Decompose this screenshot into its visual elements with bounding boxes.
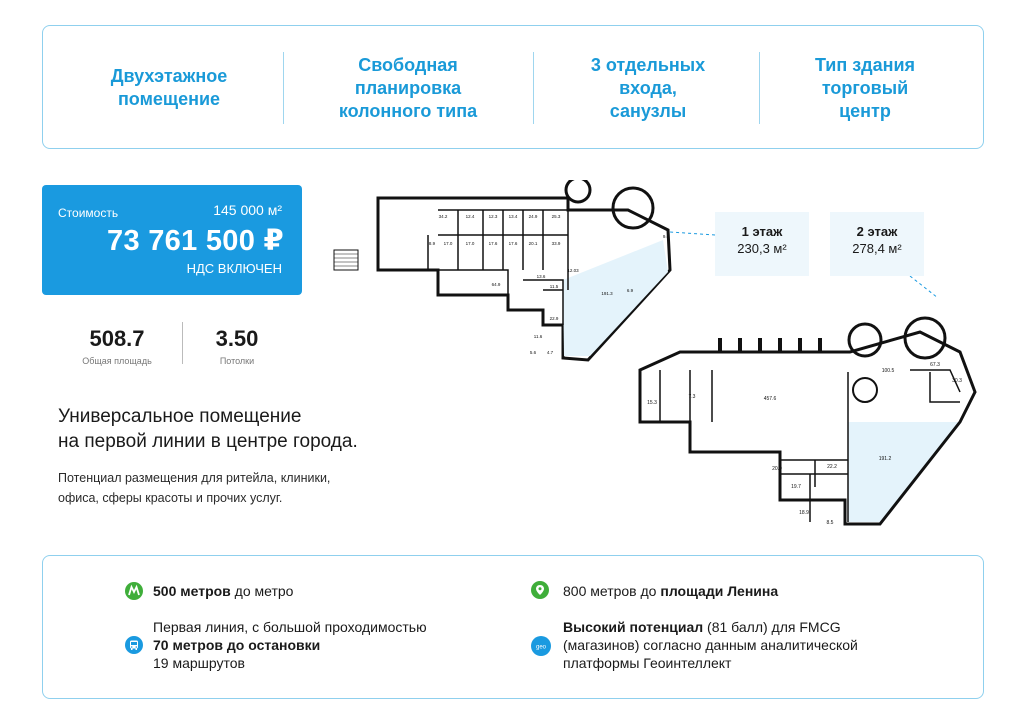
feature-entrances: 3 отдельных входа, санузлы [590, 54, 706, 121]
floor-title: 1 этаж [741, 224, 783, 239]
room-label: 5.6 [529, 350, 537, 355]
price-label: Стоимость [58, 206, 119, 220]
floor-area: 278,4 м² [852, 241, 902, 256]
floor-badge-2 [830, 212, 924, 276]
metro-distance: 500 метров до метро [153, 583, 294, 599]
stat-total-area [72, 326, 162, 366]
room-label: 191.3 [601, 291, 613, 296]
room-label: 8.9 [428, 241, 436, 246]
room-label: 19.7 [791, 484, 801, 490]
room-label: 13.6 [536, 274, 546, 279]
price-value: 73 761 500 ₽ [107, 225, 284, 257]
room-label: 9.6 [662, 234, 670, 239]
bus-icon [125, 636, 143, 654]
stat-divider [182, 322, 183, 364]
room-label: 22.9 [549, 316, 559, 321]
room-label: 18.9 [799, 510, 809, 516]
stat-value: 3.50 [215, 326, 259, 351]
room-label: 25.3 [551, 214, 561, 219]
room-label: 24.9 [528, 214, 538, 219]
headline [58, 404, 358, 454]
stat-label: Общая площадь [82, 356, 152, 366]
headline-line: на первой линии в центре города. [58, 431, 358, 452]
room-label: 22.2 [827, 464, 837, 470]
square-distance: 800 метров до площади Ленина [563, 583, 779, 599]
room-label: 11.5 [549, 284, 559, 289]
room-label: 8.5 [826, 520, 834, 526]
location-pin-icon [531, 581, 549, 601]
room-label: 17.6 [508, 241, 518, 246]
subtext [58, 468, 330, 508]
stat-label: Потолки [219, 356, 255, 366]
floor-area: 230,3 м² [737, 241, 787, 256]
room-label: 457.6 [763, 396, 777, 402]
svg-text:geo: geo [535, 644, 547, 651]
room-label: 6.9 [626, 288, 634, 293]
price-card [42, 185, 302, 295]
room-label: 13.4 [508, 214, 518, 219]
stat-ceiling [200, 326, 274, 366]
pointer-line [910, 276, 938, 298]
room-label: 33.9 [551, 241, 561, 246]
room-label: 64.9 [491, 282, 501, 287]
room-label: 34.2 [438, 214, 448, 219]
metro-icon [125, 582, 143, 600]
floor-badge-1 [715, 212, 809, 276]
stat-value: 508.7 [89, 326, 145, 351]
room-label: 191.2 [878, 456, 892, 462]
feature-two-floor: Двухэтажное помещение [110, 66, 228, 109]
feature-free-layout: Свободная планировка колонного типа [338, 54, 478, 121]
location-panel [42, 555, 984, 699]
feature-divider [283, 52, 284, 124]
room-label: 12.3 [488, 214, 498, 219]
transit-info: Первая линия, с большой проходимостью 70 метров до остановки 19 маршрутов [153, 619, 427, 671]
room-label: 20.1 [528, 241, 538, 246]
subtext-line: офиса, сферы красоты и прочих услуг. [58, 491, 283, 505]
room-label: 20.0 [772, 466, 782, 472]
room-label: 12.03 [567, 268, 579, 273]
price-per-meter: 145 000 м² [213, 202, 282, 218]
room-label: 4.7 [546, 350, 554, 355]
room-label: 30.3 [952, 378, 962, 384]
room-label: 11.6 [533, 334, 543, 339]
feature-divider [533, 52, 534, 124]
floor-plan-2 [630, 312, 980, 532]
features-panel [42, 25, 984, 149]
floor-title: 2 этаж [856, 224, 898, 239]
geointellect-icon [531, 636, 551, 656]
room-label: 17.0 [443, 241, 453, 246]
price-vat: НДС ВКЛЮЧЕН [186, 261, 282, 276]
room-label: 7.3 [688, 394, 696, 400]
headline-line: Универсальное помещение [58, 406, 302, 427]
subtext-line: Потенциал размещения для ритейла, клиники, [58, 471, 331, 485]
potential-info: Высокий потенциал (81 балл) для FMCG (магазинов) согласно данным аналитической платформы Геоинтеллект [563, 619, 858, 671]
room-label: 15.3 [647, 400, 657, 406]
room-label: 100.5 [881, 368, 895, 374]
room-label: 17.6 [488, 241, 498, 246]
room-label: 12.4 [465, 214, 475, 219]
feature-building-type: Тип здания торговый центр [814, 54, 916, 121]
room-label: 17.0 [465, 241, 475, 246]
feature-divider [759, 52, 760, 124]
room-label: 67.3 [930, 362, 940, 368]
